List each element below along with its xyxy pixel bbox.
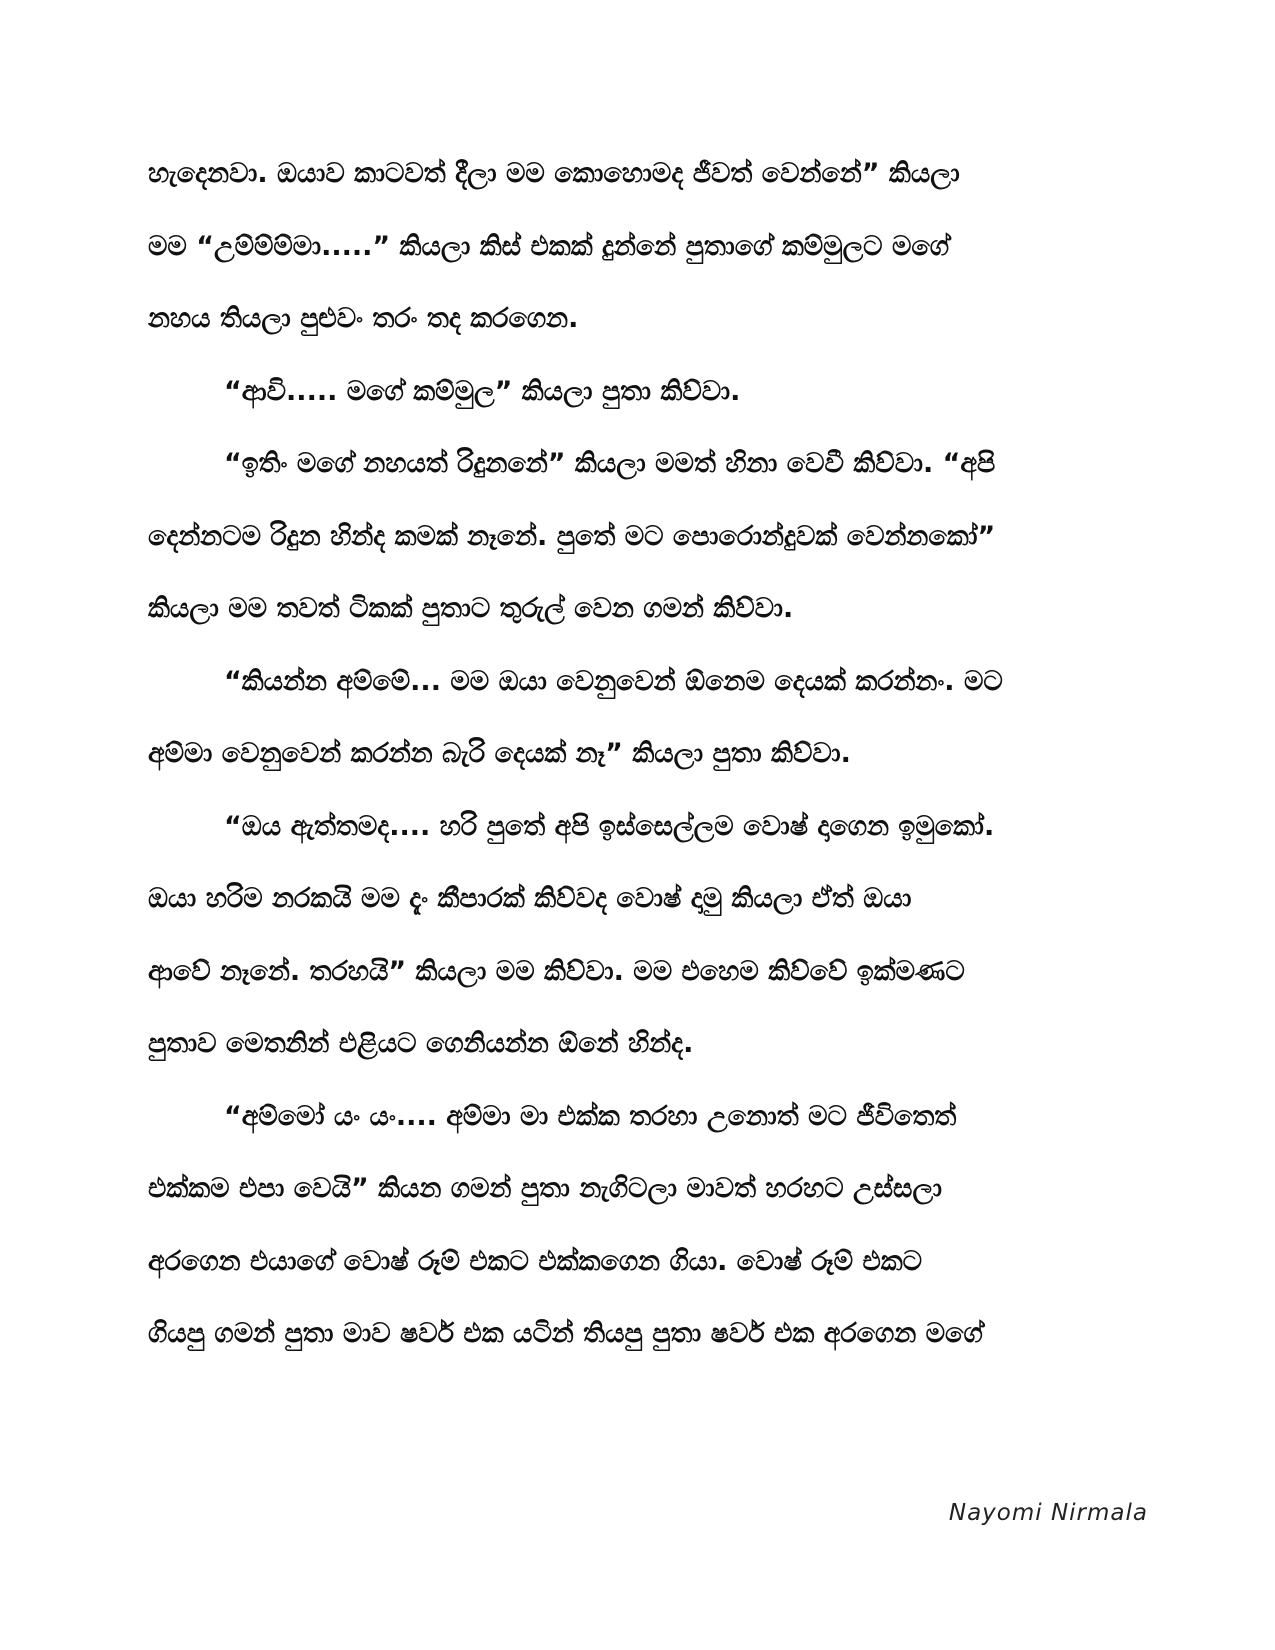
text-line: දෙන්නටම රිදුන හින්ද කමක් නෑනේ. පුතේ මට පොරොන්දුවක් වෙන්නකෝ”	[148, 520, 996, 552]
text-line: අම්මා වෙනුවෙන් කරන්න බැරි දෙයක් නෑ” කියලා පුතා කිව්වා.	[148, 738, 851, 769]
paragraph-first-line: “ඔය ඇත්තමද.... හරි පුතේ අපි ඉස්සෙල්ලම වොෂ් දාගෙන ඉමුකෝ.	[224, 810, 995, 842]
text-line: එක්කම එපා වෙයි” කියන ගමන් පුතා නැගිටලා මාවත් හරහට උස්සලා	[148, 1173, 942, 1204]
text-line: ඔයා හරිම නරකයි මම දැං කීපාරක් කිව්වද වොෂ් දාමු කියලා ඒත් ඔයා	[148, 883, 912, 914]
paragraph-first-line: “අම්මෝ යං යං.... අම්මා මා එක්ක තරහා උනොත් මට ජීවිතෙත්	[224, 1100, 957, 1132]
author-signature: Nayomi Nirmala	[948, 1500, 1148, 1526]
text-line: ගියපු ගමන් පුතා මාව ෂවර් එක යටින් තියපු පුතා ෂවර් එක අරගෙන මගේ	[148, 1318, 983, 1349]
text-line: පුතාව මෙතනින් එළියට ගෙනියන්න ඕනේ හින්ද.	[148, 1028, 694, 1059]
paragraph-first-line: “ඉතිං මගේ නහයත් රිදුනනේ” කියලා මමත් හිනා වෙවී කිව්වා. “අපි	[224, 448, 996, 479]
text-line: අරගෙන එයාගේ වොෂ් රූම් එකට එක්කගෙන ගියා. වොෂ් රූම් එකට	[148, 1245, 923, 1277]
paragraph-first-line: “කියන්න අම්මේ... මම ඔයා වෙනුවෙන් ඕනෙම දෙයක් කරන්නං. මට	[224, 665, 1003, 697]
text-line: හැදෙනවා. ඔයාව කාටවත් දීලා මම කොහොමද ජීවත් වෙන්නේ” කියලා	[148, 158, 960, 189]
paragraph-first-line: “ආවි..... මගේ කම්මුල” කියලා පුතා කිව්වා.	[224, 375, 741, 407]
text-line: කියලා මම තවත් ටිකක් පුතාට තුරුල් වෙන ගමන් කිව්වා.	[148, 593, 794, 624]
text-line: ආවේ නෑනේ. තරහයි” කියලා මම කිව්වා. මම එහෙම කිව්වේ ඉක්මණට	[148, 955, 965, 987]
story-text	[148, 138, 1138, 1371]
text-line: නහය තියලා පුළුවං තරං තද කරගෙන.	[148, 303, 579, 334]
text-line: මම “උම්ම්ම්මා.....” කියලා කිස් එකක් දුන්නේ පුතාගේ කම්මුලට මගේ	[148, 230, 950, 262]
